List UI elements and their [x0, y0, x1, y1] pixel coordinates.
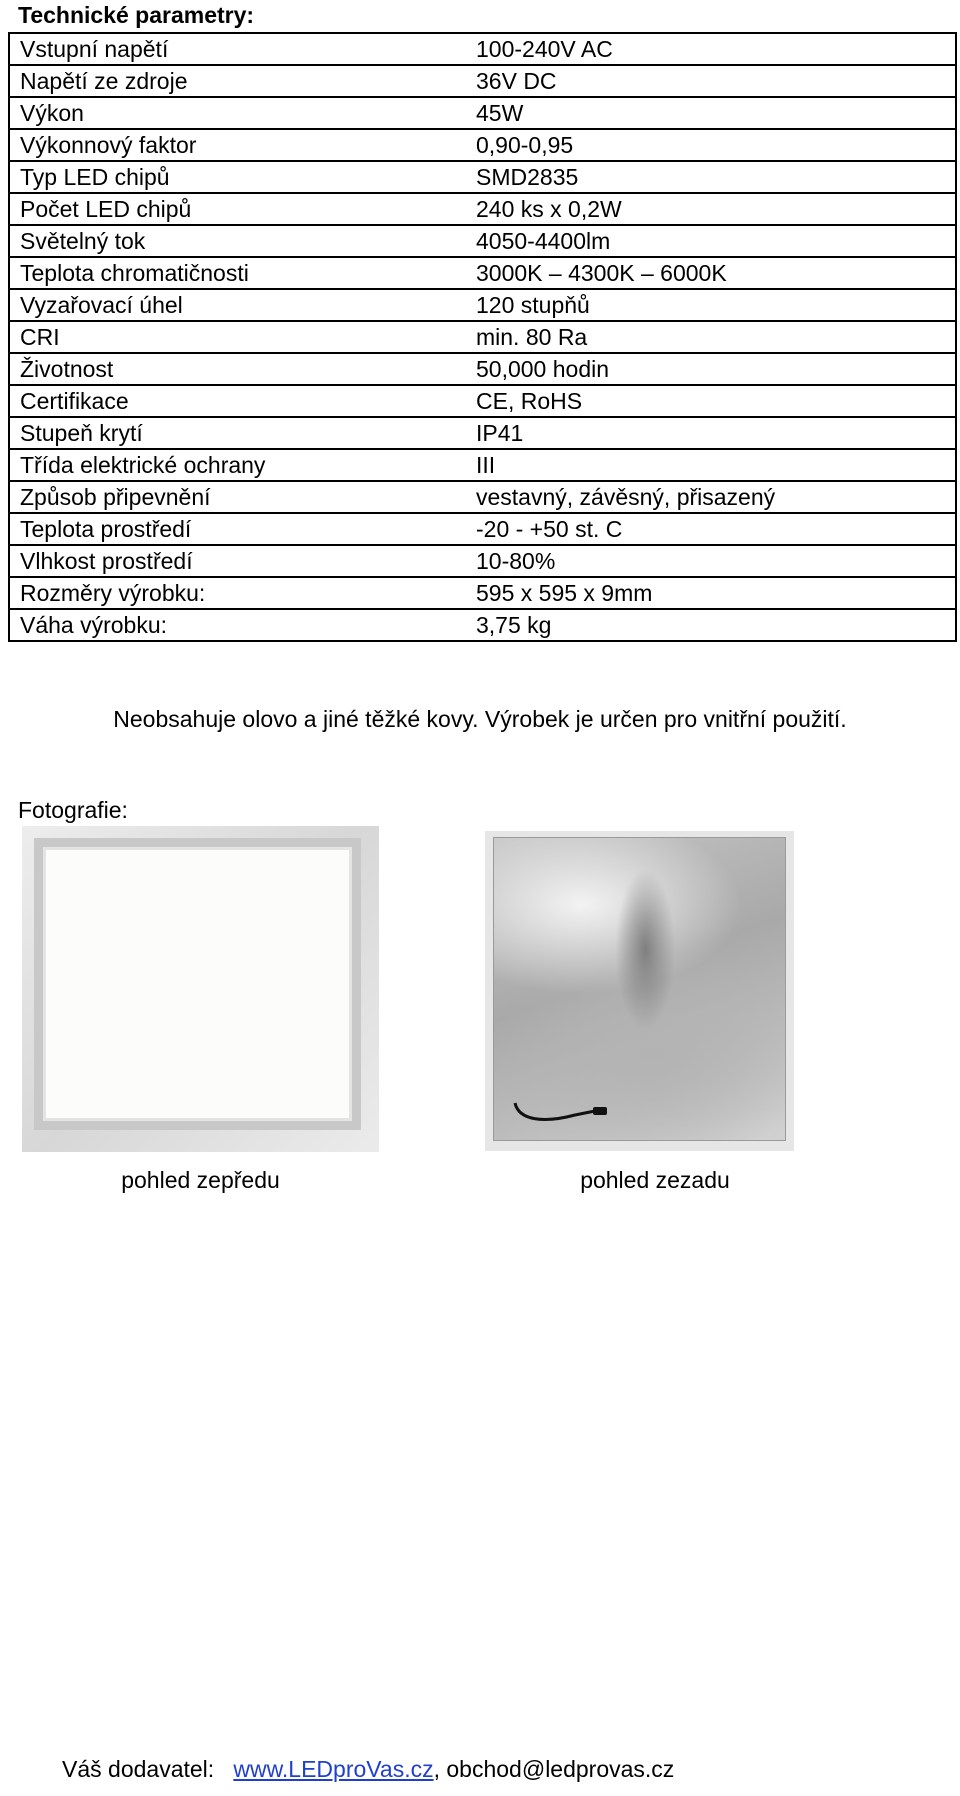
spec-row: [9, 449, 956, 481]
spec-table: [8, 32, 957, 642]
spec-label: Rozměry výrobku:: [9, 577, 466, 609]
spec-value: 120 stupňů: [466, 289, 956, 321]
spec-value: 595 x 595 x 9mm: [466, 577, 956, 609]
spec-label: Váha výrobku:: [9, 609, 466, 641]
spec-row: [9, 321, 956, 353]
front-view-caption: pohled zepředu: [121, 1167, 280, 1193]
spec-value: -20 - +50 st. C: [466, 513, 956, 545]
spec-label: Počet LED chipů: [9, 193, 466, 225]
spec-value: 100-240V AC: [466, 33, 956, 65]
spec-value: III: [466, 449, 956, 481]
supplier-footer: [62, 1756, 674, 1783]
spec-value: IP41: [466, 417, 956, 449]
spec-row: [9, 353, 956, 385]
spec-value: SMD2835: [466, 161, 956, 193]
spec-row: [9, 513, 956, 545]
spec-label: Výkonnový faktor: [9, 129, 466, 161]
materials-note: Neobsahuje olovo a jiné těžké kovy. Výrobek je určen pro vnitřní použití.: [113, 706, 847, 732]
spec-row: [9, 257, 956, 289]
spec-label: Napětí ze zdroje: [9, 65, 466, 97]
spec-value: 0,90-0,95: [466, 129, 956, 161]
spec-row: [9, 577, 956, 609]
spec-label: Stupeň krytí: [9, 417, 466, 449]
spec-row: [9, 97, 956, 129]
spec-value: min. 80 Ra: [466, 321, 956, 353]
spec-value: 3,75 kg: [466, 609, 956, 641]
spec-row: [9, 609, 956, 641]
front-view-photo: [22, 826, 379, 1152]
spec-value: 50,000 hodin: [466, 353, 956, 385]
spec-row: [9, 225, 956, 257]
spec-heading: Technické parametry:: [18, 2, 255, 28]
back-view-photo: [485, 831, 794, 1151]
spec-row: [9, 481, 956, 513]
spec-label: Vstupní napětí: [9, 33, 466, 65]
spec-label: Teplota chromatičnosti: [9, 257, 466, 289]
power-cable-icon: [505, 1081, 615, 1131]
supplier-label: Váš dodavatel:: [62, 1756, 215, 1782]
spec-label: Vlhkost prostředí: [9, 545, 466, 577]
spec-label: Světelný tok: [9, 225, 466, 257]
spec-label: Způsob připevnění: [9, 481, 466, 513]
back-view-caption: pohled zezadu: [580, 1167, 730, 1193]
spec-table-body: [9, 33, 956, 641]
spec-label: CRI: [9, 321, 466, 353]
email-text: , obchod@ledprovas.cz: [433, 1756, 675, 1782]
spec-value: CE, RoHS: [466, 385, 956, 417]
spec-label: Typ LED chipů: [9, 161, 466, 193]
spec-value: 3000K – 4300K – 6000K: [466, 257, 956, 289]
spec-row: [9, 33, 956, 65]
spec-value: 45W: [466, 97, 956, 129]
website-link[interactable]: www.LEDproVas.cz: [233, 1756, 434, 1782]
spec-row: [9, 417, 956, 449]
spec-row: [9, 129, 956, 161]
spec-row: [9, 65, 956, 97]
spec-label: Životnost: [9, 353, 466, 385]
spec-value: 36V DC: [466, 65, 956, 97]
spec-row: [9, 385, 956, 417]
photos-label: Fotografie:: [18, 797, 128, 823]
spec-label: Třída elektrické ochrany: [9, 449, 466, 481]
spec-value: 10-80%: [466, 545, 956, 577]
spec-value: 4050-4400lm: [466, 225, 956, 257]
spec-label: Certifikace: [9, 385, 466, 417]
spec-value: 240 ks x 0,2W: [466, 193, 956, 225]
spec-row: [9, 545, 956, 577]
spec-label: Výkon: [9, 97, 466, 129]
spec-row: [9, 161, 956, 193]
spec-value: vestavný, závěsný, přisazený: [466, 481, 956, 513]
panel-frame: [34, 838, 361, 1130]
spec-label: Vyzařovací úhel: [9, 289, 466, 321]
spec-row: [9, 289, 956, 321]
spec-row: [9, 193, 956, 225]
spec-label: Teplota prostředí: [9, 513, 466, 545]
